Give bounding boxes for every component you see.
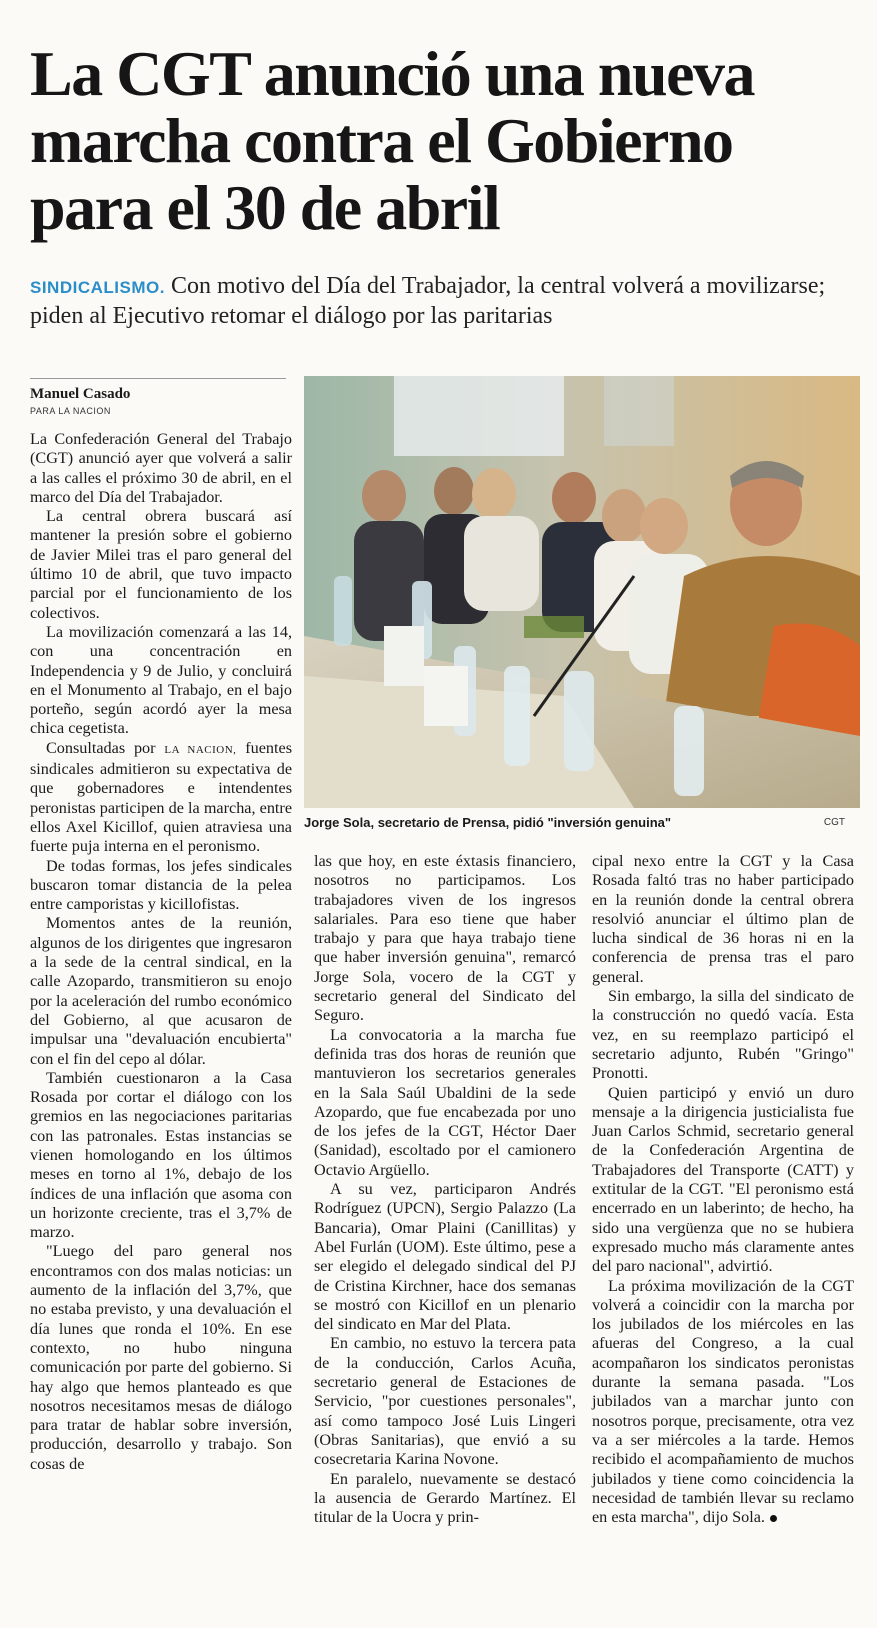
final-paragraph-text: La próxima movilización de la CGT volverá a coincidir con la marcha por los jubilados de los miércoles en las afueras del Congreso, a la cual acompañaron los sindicatos peronistas durante la semana pasada. "Los jubilados van a marchar junto con nosotros porque, precisamente, otra vez va a ser miércoles a la tarde. Hemos recibido el acompañamiento de muchos jubilados y tiene como coincidencia la necesidad de también llevar su reclamo en esta marcha", dijo Sola.	[592, 1276, 854, 1527]
paragraph	[30, 739, 292, 857]
subheadline	[30, 272, 860, 330]
byline-author: Manuel Casado	[30, 386, 131, 402]
outlet-name: LA NACION,	[164, 743, 237, 756]
paragraph: La movilización comenzará a las 14, con una concentración en Independencia y 9 de Julio, y concluirá en el Monumento al Trabajo, en el bajo porteño, según acordó ayer la mesa chica cegetista.	[30, 622, 292, 738]
photo-caption: Jorge Sola, secretario de Prensa, pidió "inversión genuina"	[304, 815, 672, 830]
paragraph: La central obrera buscará así mantener la presión sobre el gobierno de Javier Milei tras el paro general del último 10 de abril, que tuvo impacto parcial por el funcionamiento de los colectivos.	[30, 507, 292, 622]
article-column-1	[30, 430, 292, 1474]
paragraph: cipal nexo entre la CGT y la Casa Rosada faltó tras no haber participado en la reunión donde la central obrera resolvió anunciar el último plan de lucha sindical de 36 horas ni en la conferencia de prensa tras el paro general.	[592, 852, 854, 986]
byline-rule	[30, 378, 286, 379]
paragraph: las que hoy, en este éxtasis financiero, nosotros no participamos. Los trabajadores viven de los ingresos salariales. Para eso tiene que haber trabajo y para que haya trabajo tiene que haber inversión genuina", remarcó Jorge Sola, vocero de la CGT y secretario general del Sindicato del Seguro.	[314, 852, 576, 1025]
paragraph: La Confederación General del Trabajo (CGT) anunció ayer que volverá a salir a las calles el próximo 30 de abril, en el marco del Día del Trabajador.	[30, 430, 292, 506]
headline: La CGT anunció una nueva marcha contra el Gobierno para el 30 de abril	[30, 38, 754, 243]
end-of-article-icon	[770, 1515, 777, 1522]
paragraph: A su vez, participaron Andrés Rodríguez (UPCN), Sergio Palazzo (La Bancaria), Omar Plaini (Canillitas) y Abel Furlán (UOM). Este último, pese a ser elegido el delegado sindical del PJ de Cristina Kirchner, hace dos semanas se mostró con Kicillof en un plenario del sindicato en Mar del Plata.	[314, 1180, 576, 1334]
meeting-photo-illustration	[304, 376, 860, 808]
section-kicker: SINDICALISMO.	[30, 278, 165, 297]
paragraph: De todas formas, los jefes sindicales buscaron tomar distancia de la pelea entre camporistas y kicillofistas.	[30, 856, 292, 914]
paragraph: Quien participó y envió un duro mensaje a la dirigencia justicialista fue Juan Carlos Schmid, secretario general de la Confederación Argentina de Trabajadores del Transporte (CATT) y extitular de la CGT. "El peronismo está encerrado en un laberinto; de hecho, ha sido una vergüenza que no se hubiera expresado mucho más claramente antes del paro nacional", advirtió.	[592, 1083, 854, 1276]
paragraph: Sin embargo, la silla del sindicato de la construcción no quedó vacía. Esta vez, en su reemplazo participó el secretario adjunto, Rubén "Gringo" Pronotti.	[592, 987, 854, 1083]
article-column-3	[592, 852, 854, 1527]
photo-credit: CGT	[823, 817, 845, 828]
byline-outlet: PARA LA NACION	[30, 406, 111, 416]
paragraph: En paralelo, nuevamente se destacó la ausencia de Gerardo Martínez. El titular de la Uocra y prin-	[314, 1469, 576, 1527]
article-column-2	[314, 852, 576, 1527]
paragraph: También cuestionaron a la Casa Rosada por cortar el diálogo con los gremios en las negociaciones paritarias con las patronales. Estas instancias se vienen homologando en los últimos meses en torno al 1%, debajo de los índices de una inflación que asoma con un horizonte creciente, tras el 3,7% de marzo.	[30, 1068, 292, 1242]
paragraph: "Luego del paro general nos encontramos con dos malas noticias: un aumento de la inflación del 3,7%, que no estaba previsto, y una devaluación el día lunes que ronda el 10%. En ese contexto, no hubo ninguna comunicación por parte del gobierno. Si hay algo que hemos planteado es que nosotros necesitamos mesas de diálogo para tratar de hablar sobre inversión, producción, desarrollo y trabajo. Son cosas de	[30, 1242, 292, 1473]
lead-rest: fuentes sindicales admitieron su expectativa de que gobernadores e intendentes peronistas participen de la marcha, entre ellos Axel Kicillof, quien atraviesa una fuerte puja interna en el peronismo.	[30, 738, 292, 856]
article-photo	[304, 376, 860, 808]
paragraph	[592, 1277, 854, 1528]
paragraph: La convocatoria a la marcha fue definida tras dos horas de reunión que mantuvieron los secretarios generales en la Sala Saúl Ubaldini de la sede Azopardo, que fue encabezada por uno de los jefes de la CGT, Héctor Daer (Sanidad), escoltado por el camionero Octavio Argüello.	[314, 1025, 576, 1179]
subhead-text: Con motivo del Día del Trabajador, la central volverá a movilizarse; piden al Ejecutivo retomar el diálogo por las paritarias	[30, 273, 826, 329]
paragraph: Momentos antes de la reunión, algunos de los dirigentes que ingresaron a la sede de la central sindical, en la calle Azopardo, transmitieron su enojo por la aceleración del rumbo económico del Gobierno, al que acusaron de impulsar una "devaluación encubierta" con el fin del cepo al dólar.	[30, 914, 292, 1068]
paragraph: En cambio, no estuvo la tercera pata de la conducción, Carlos Acuña, secretario general de Estaciones de Servicio, "por cuestiones personales", así como tampoco José Luis Lingeri (Obras Sanitarias), que envió a su cosecretaria Karina Novone.	[314, 1334, 576, 1469]
lead-prefix: Consultadas por	[46, 738, 156, 757]
